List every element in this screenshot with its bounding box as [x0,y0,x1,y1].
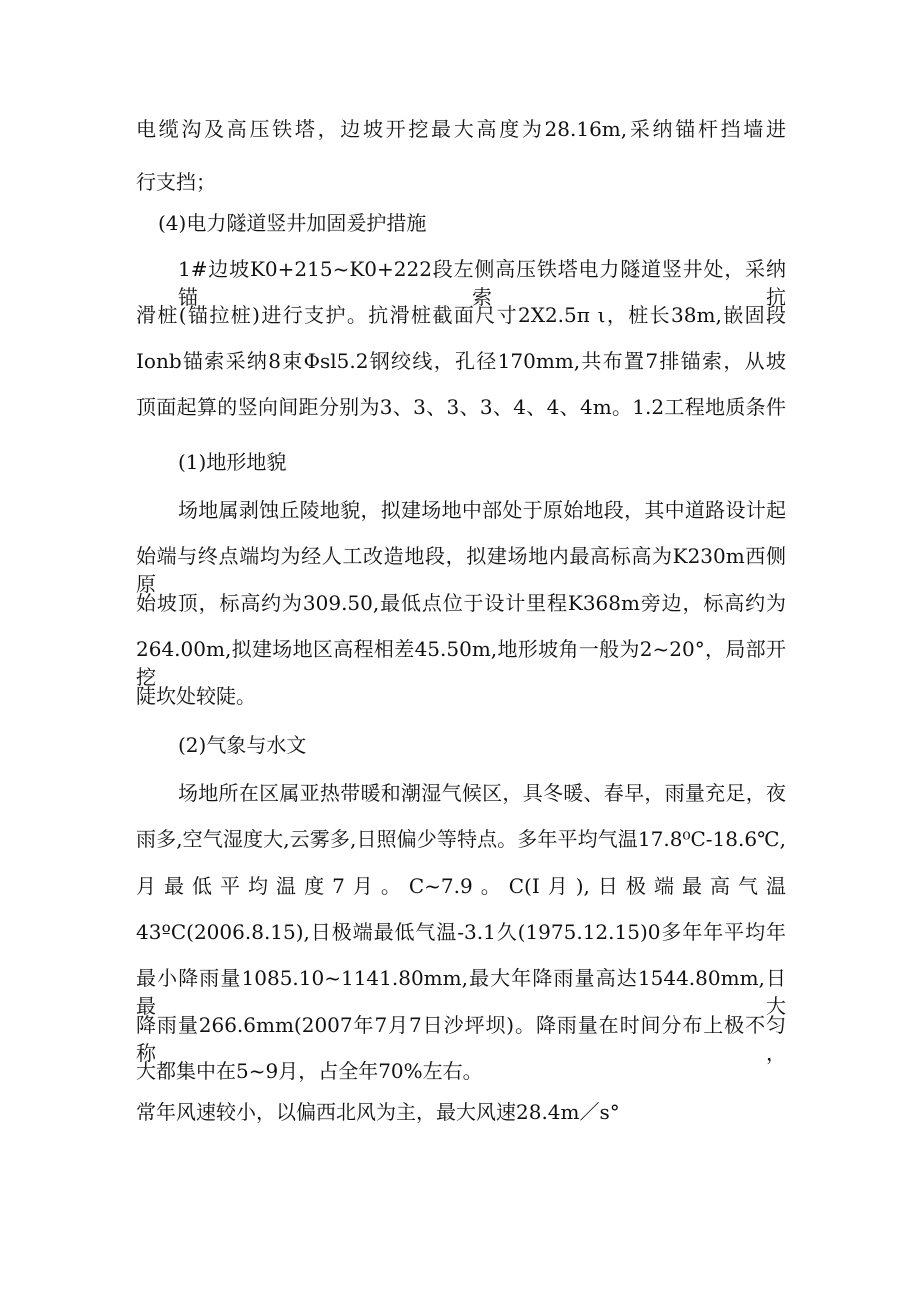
paragraph-line: 大都集中在5~9月，占全年70%左右。 [136,1059,483,1083]
paragraph-line: 常年风速较小，以偏西北风为主，最大风速28.4m／s° [136,1100,620,1124]
section-heading: (4)电力隧道竖井加固爰护措施 [158,211,427,235]
paragraph-line: 1#边坡K0+215~K0+222段左侧高压铁塔电力隧道竖井处，采纳锚索抗 [178,257,786,309]
section-heading: (2)气象与水文 [178,733,307,757]
paragraph-line: 场地所在区属亚热带暖和潮湿气候区，具冬暖、春早，雨量充足，夜 [178,781,786,805]
paragraph-line: 顶面起算的竖向间距分别为3、3、3、3、4、4、4m。1.2工程地质条件 [136,395,786,419]
paragraph-line: 电缆沟及高压铁塔，边坡开挖最大高度为28.16m,采纳锚杆挡墙进 [136,117,786,141]
paragraph-line: 始坡顶，标高约为309.50,最低点位于设计里程K368m旁边，标高约为 [136,591,786,615]
paragraph-line: 陡坎处较陡。 [136,684,256,708]
paragraph-line: 雨多,空气湿度大,云雾多,日照偏少等特点。多年平均气温17.8⁰C-18.6℃, [136,827,786,851]
paragraph-line: Ionb锚索采纳8束Φsl5.2钢绞线，孔径170mm,共布置7排锚索，从坡 [136,349,786,373]
paragraph-line: 月最低平均温度7月。C~7.9。C(I月),日极端最高气温 [136,874,786,898]
paragraph-line: 场地属剥蚀丘陵地貌，拟建场地中部处于原始地段，其中道路设计起 [178,498,786,522]
paragraph-line: 滑桩(锚拉桩)进行支护。抗滑桩截面尺寸2X2.5π ι，桩长38m,嵌固段 [136,303,786,327]
paragraph-line: 43ºC(2006.8.15),日极端最低气温-3.1久(1975.12.15)0多年年平均年 [136,920,786,944]
section-heading: (1)地形地貌 [178,450,287,474]
paragraph-line: 行支挡； [136,170,216,194]
paragraph-line: 264.00m,拟建场地区高程相差45.50m,地形坡角一般为2~20°，局部开挖 [136,637,786,689]
paragraph-line: 降雨量266.6mm(2007年7月7日沙坪坝)。降雨量在时间分布上极不匀称， [136,1013,786,1065]
paragraph-line: 始端与终点端均为经人工改造地段，拟建场地内最高标高为K230m西侧原 [136,544,786,596]
paragraph-line: 最小降雨量1085.10~1141.80mm,最大年降雨量高达1544.80mm,日最大 [136,966,786,1018]
